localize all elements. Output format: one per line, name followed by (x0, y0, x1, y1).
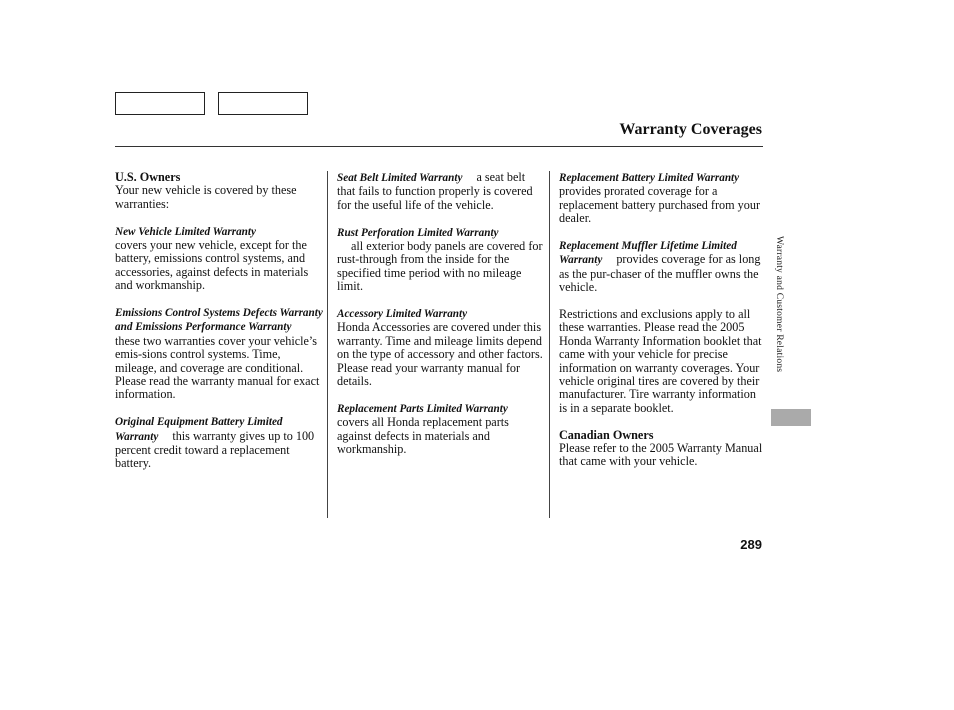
seat-belt-warranty (337, 171, 545, 212)
column-divider-2 (549, 171, 550, 518)
rep-battery-warranty-title: Replacement Battery Limited Warranty (559, 172, 740, 184)
new-vehicle-warranty-title: New Vehicle Limited Warranty (115, 225, 256, 238)
new-vehicle-warranty-text: covers your new vehicle, except for the battery, emissions control systems, and accessories, against defects in materials and workmanship. (115, 238, 309, 293)
parts-warranty-text: covers all Honda replacement parts against defects in materials and workmanship. (337, 415, 509, 457)
page-title: Warranty Coverages (619, 121, 762, 138)
emissions-warranty (115, 306, 323, 402)
canadian-owners-text: Please refer to the 2005 Warranty Manual that came with your vehicle. (559, 441, 763, 469)
page-number: 289 (740, 537, 762, 552)
column-divider-1 (327, 171, 328, 518)
emissions-warranty-text: these two warranties cover your vehicle’s emis-sions control systems. Time, mileage, and coverage are conditional. Please read the warranty manual for exact information. (115, 333, 320, 402)
us-owners-section (115, 171, 323, 211)
rep-battery-warranty-text: provides prorated coverage for a replacement battery purchased from your dealer. (559, 184, 761, 226)
nav-main-menu-button[interactable] (115, 92, 205, 115)
canadian-owners-heading: Canadian Owners (559, 427, 654, 442)
rust-warranty-title: Rust Perforation Limited Warranty (337, 226, 499, 239)
seat-belt-warranty-text: a seat belt that fails to function properly is covered for the useful life of the vehicle. (337, 170, 533, 212)
oe-battery-warranty (115, 415, 323, 471)
new-vehicle-warranty (115, 225, 323, 293)
nav-table-of-contents-button[interactable] (218, 92, 308, 115)
parts-warranty (337, 402, 545, 457)
canadian-owners-section (559, 429, 765, 469)
restrictions-text: Restrictions and exclusions apply to all these warranties. Please read the 2005 Honda Warranty Information booklet that came with your vehicle for precise information on warranty coverages. Your vehicle original tires are covered by their manufacturer. Tire warranty information is in a separate booklet. (559, 307, 762, 415)
us-owners-text: Your new vehicle is covered by these warranties: (115, 183, 297, 211)
muffler-warranty-title: Replacement Muffler Lifetime Limited Warranty (559, 240, 737, 267)
muffler-warranty (559, 239, 765, 295)
rust-warranty (337, 226, 545, 294)
accessory-warranty-text: Honda Accessories are covered under this warranty. Time and mileage limits depend on the type of accessory and other factors. Please read your warranty manual for details. (337, 320, 543, 389)
text-column-3 (559, 171, 765, 482)
seat-belt-warranty-title: Seat Belt Limited Warranty (337, 172, 463, 184)
accessory-warranty (337, 307, 545, 388)
section-tab[interactable] (771, 409, 811, 426)
parts-warranty-title: Replacement Parts Limited Warranty (337, 402, 508, 415)
muffler-warranty-text: provides coverage for as long as the pur-chaser of the muffler owns the vehicle. (559, 252, 761, 295)
section-side-label: Warranty and Customer Relations (774, 236, 785, 373)
rep-battery-warranty (559, 171, 765, 226)
us-owners-heading: U.S. Owners (115, 170, 181, 184)
rust-warranty-text: all exterior body panels are covered for rust-through from the inside for the specified time period with no mileage limit. (337, 239, 543, 294)
emissions-warranty-title: Emissions Control Systems Defects Warranty and Emissions Performance Warranty (115, 307, 323, 334)
title-divider (115, 146, 763, 147)
text-column-1 (115, 171, 323, 484)
text-column-2 (337, 171, 545, 470)
oe-battery-warranty-title: Original Equipment Battery Limited Warranty (115, 416, 283, 443)
accessory-warranty-title: Accessory Limited Warranty (337, 308, 468, 321)
oe-battery-warranty-text: this warranty gives up to 100 percent credit toward a replacement battery. (115, 428, 315, 471)
